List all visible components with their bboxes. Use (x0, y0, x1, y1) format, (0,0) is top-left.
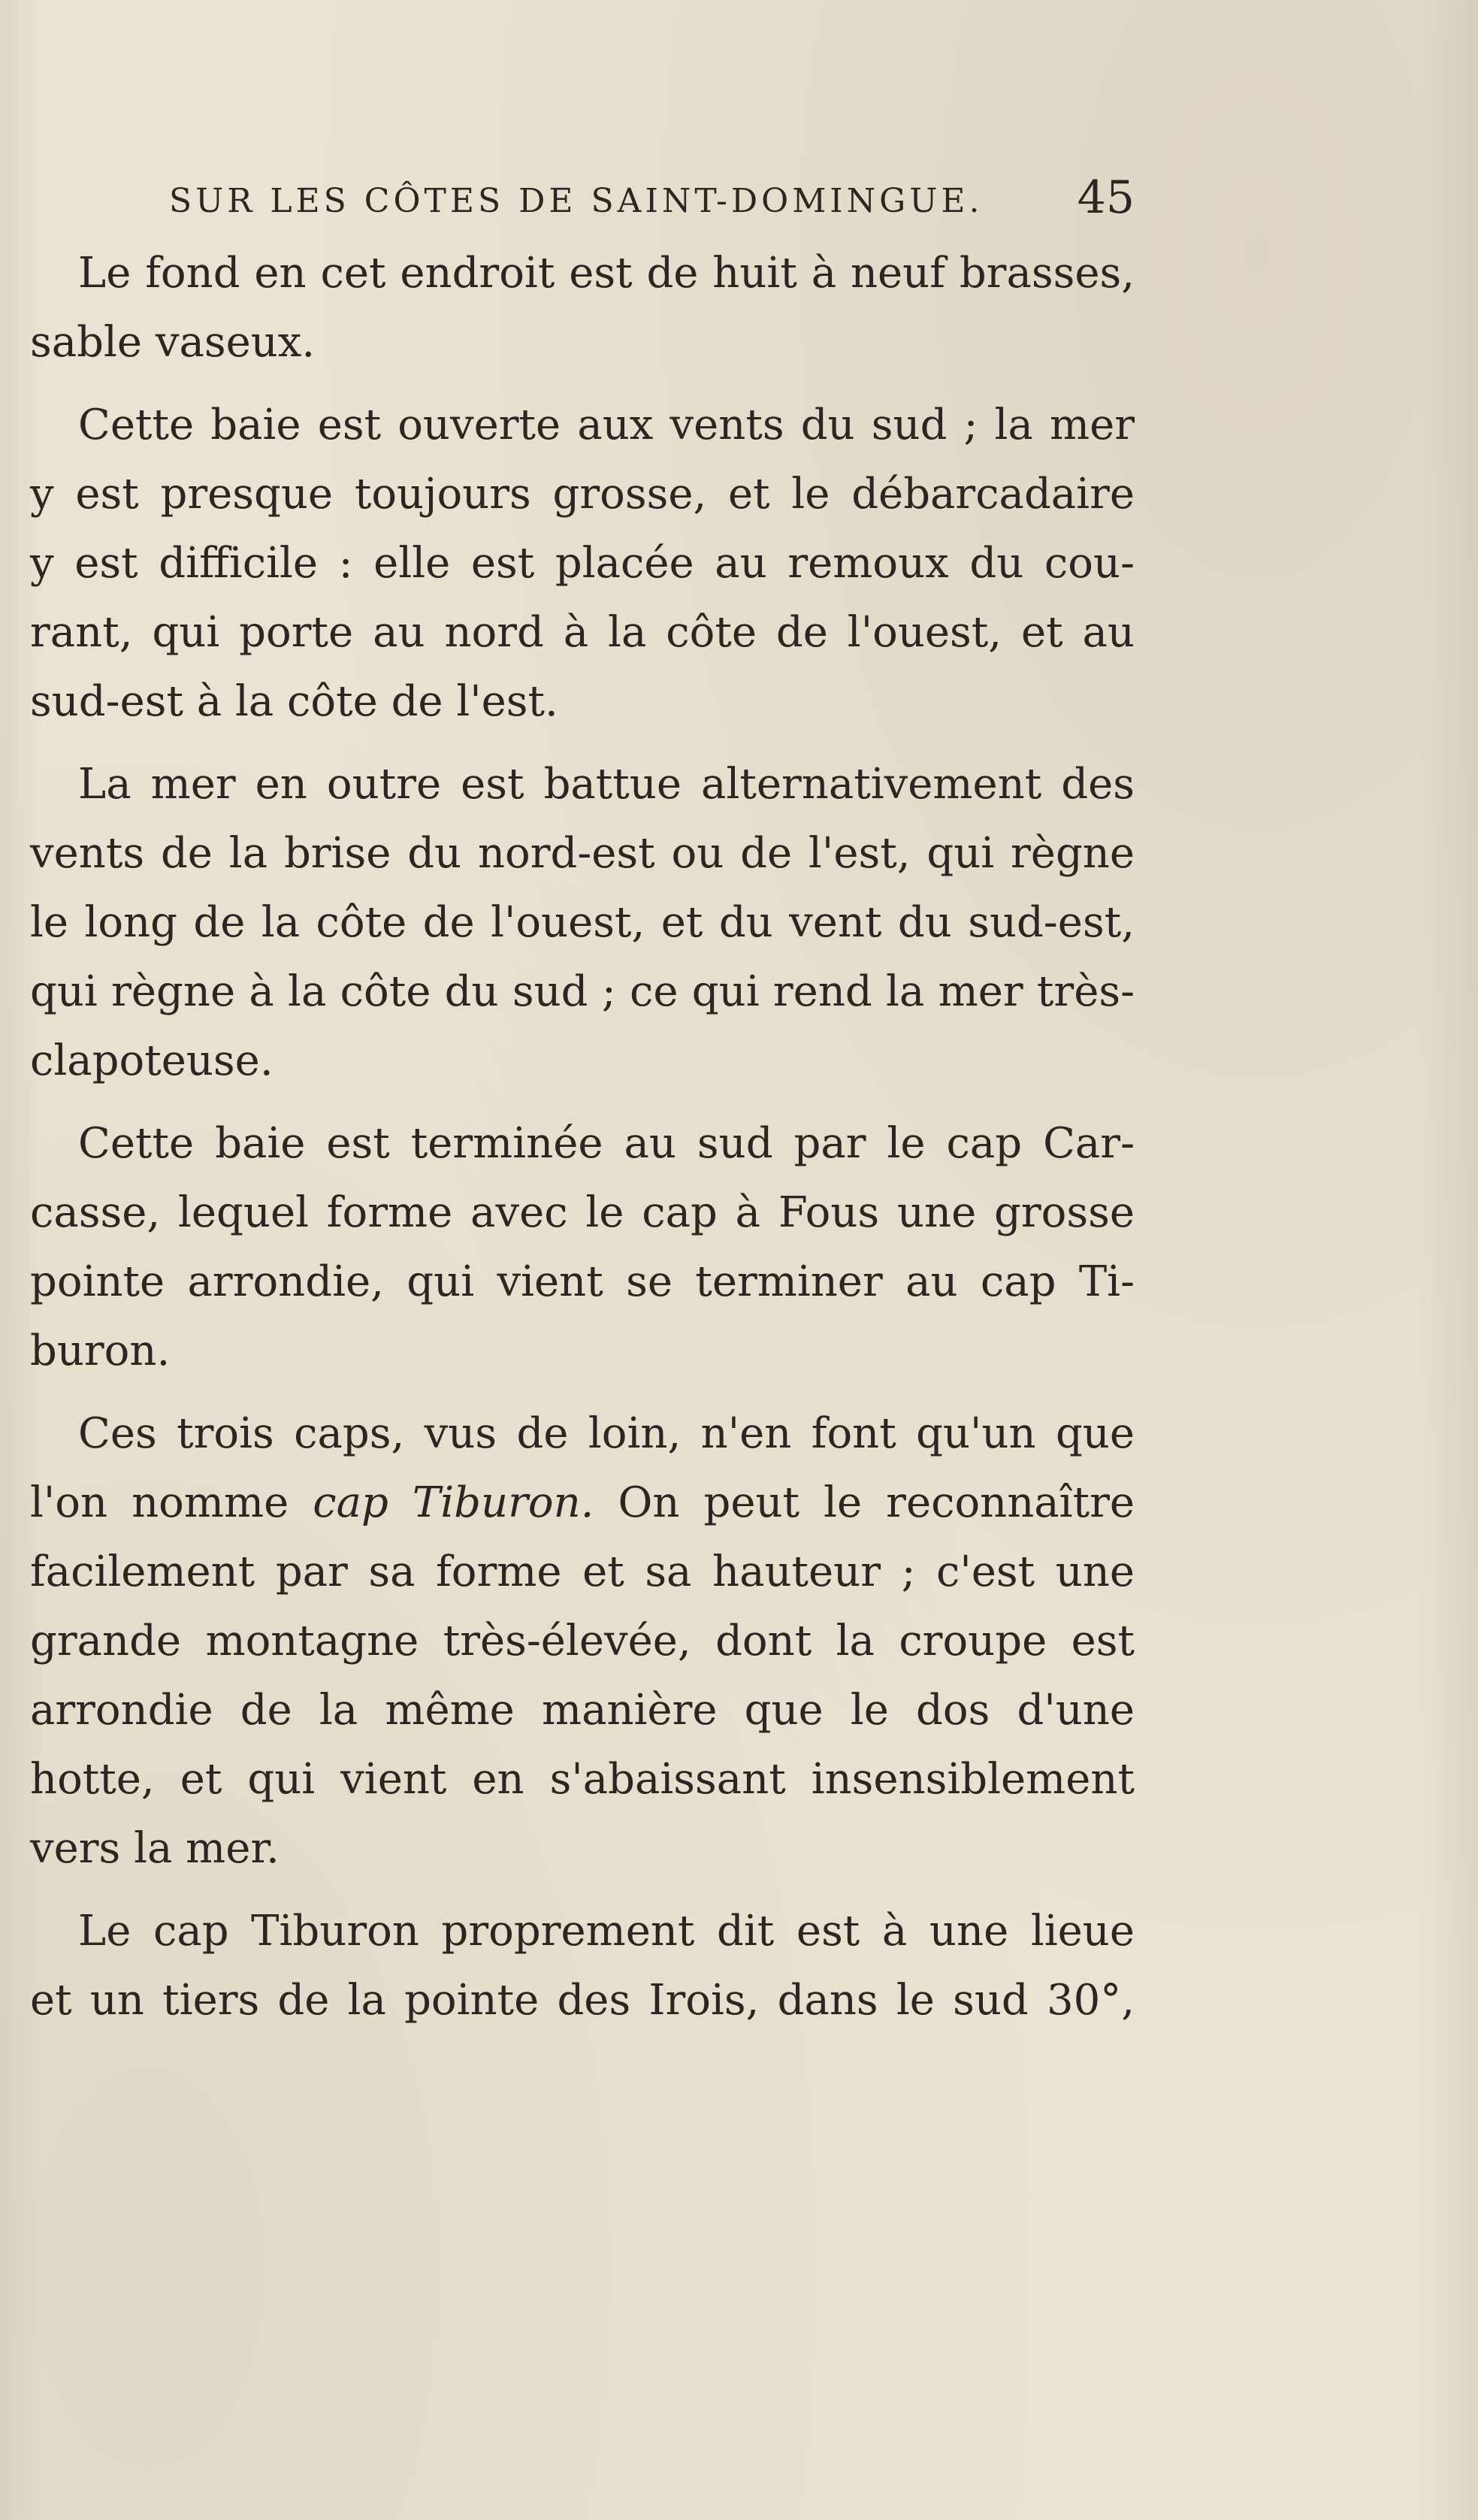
text-line: et un tiers de la pointe des Irois, dans le sud 30°, (30, 1976, 1135, 2025)
paragraph (30, 750, 1135, 1096)
text-line: grande montagne très-élevée, dont la croupe est (30, 1617, 1135, 1665)
running-title: SUR LES CÔTES DE SAINT-DOMINGUE. (169, 182, 984, 220)
text-line: vers la mer. (30, 1824, 280, 1873)
text-line: y est difficile : elle est placée au remoux du cou- (30, 539, 1135, 588)
text-line (30, 1469, 1135, 1538)
paragraph (30, 239, 1135, 377)
paragraph (30, 391, 1135, 737)
text-line: clapoteuse. (30, 1036, 274, 1085)
text-segment: On peut le reconnaître (594, 1478, 1135, 1527)
text-body (30, 239, 1135, 2049)
text-line: pointe arrondie, qui vient se terminer au cap Ti- (30, 1257, 1135, 1306)
text-line: casse, lequel forme avec le cap à Fous une grosse (30, 1188, 1135, 1237)
italic-place-name: cap Tiburon. (313, 1478, 594, 1527)
paragraph (30, 1109, 1135, 1386)
paragraph (30, 1897, 1135, 2035)
text-segment: l'on nomme (30, 1478, 313, 1527)
text-line: hotte, et qui vient en s'abaissant insensiblement (30, 1755, 1135, 1804)
text-line: y est presque toujours grosse, et le débarcadaire (30, 470, 1135, 519)
paragraph (30, 1399, 1135, 1883)
text-line: sable vaseux. (30, 318, 316, 367)
text-line: Cette baie est terminée au sud par le cap Car- (78, 1119, 1135, 1168)
text-line: La mer en outre est battue alternativement des (78, 760, 1135, 809)
text-line: Cette baie est ouverte aux vents du sud ; la mer (78, 401, 1135, 449)
text-line: arrondie de la même manière que le dos d'une (30, 1686, 1135, 1735)
text-line: Le fond en cet endroit est de huit à neuf brasses, (78, 249, 1135, 298)
text-line: vents de la brise du nord-est ou de l'est, qui règne (30, 829, 1135, 878)
running-head (30, 171, 1135, 231)
text-line: Ces trois caps, vus de loin, n'en font qu'un que (78, 1409, 1135, 1458)
text-line: buron. (30, 1327, 171, 1375)
text-line: sud-est à la côte de l'est. (30, 677, 558, 726)
text-line: le long de la côte de l'ouest, et du vent du sud-est, (30, 898, 1135, 947)
text-line: rant, qui porte au nord à la côte de l'ouest, et au (30, 608, 1135, 657)
text-line: qui règne à la côte du sud ; ce qui rend la mer très- (30, 967, 1135, 1016)
text-line: Le cap Tiburon proprement dit est à une lieue (78, 1907, 1135, 1956)
text-line: facilement par sa forme et sa hauteur ; c'est une (30, 1547, 1135, 1596)
book-page (30, 0, 1135, 2520)
page-number: 45 (1077, 171, 1135, 224)
